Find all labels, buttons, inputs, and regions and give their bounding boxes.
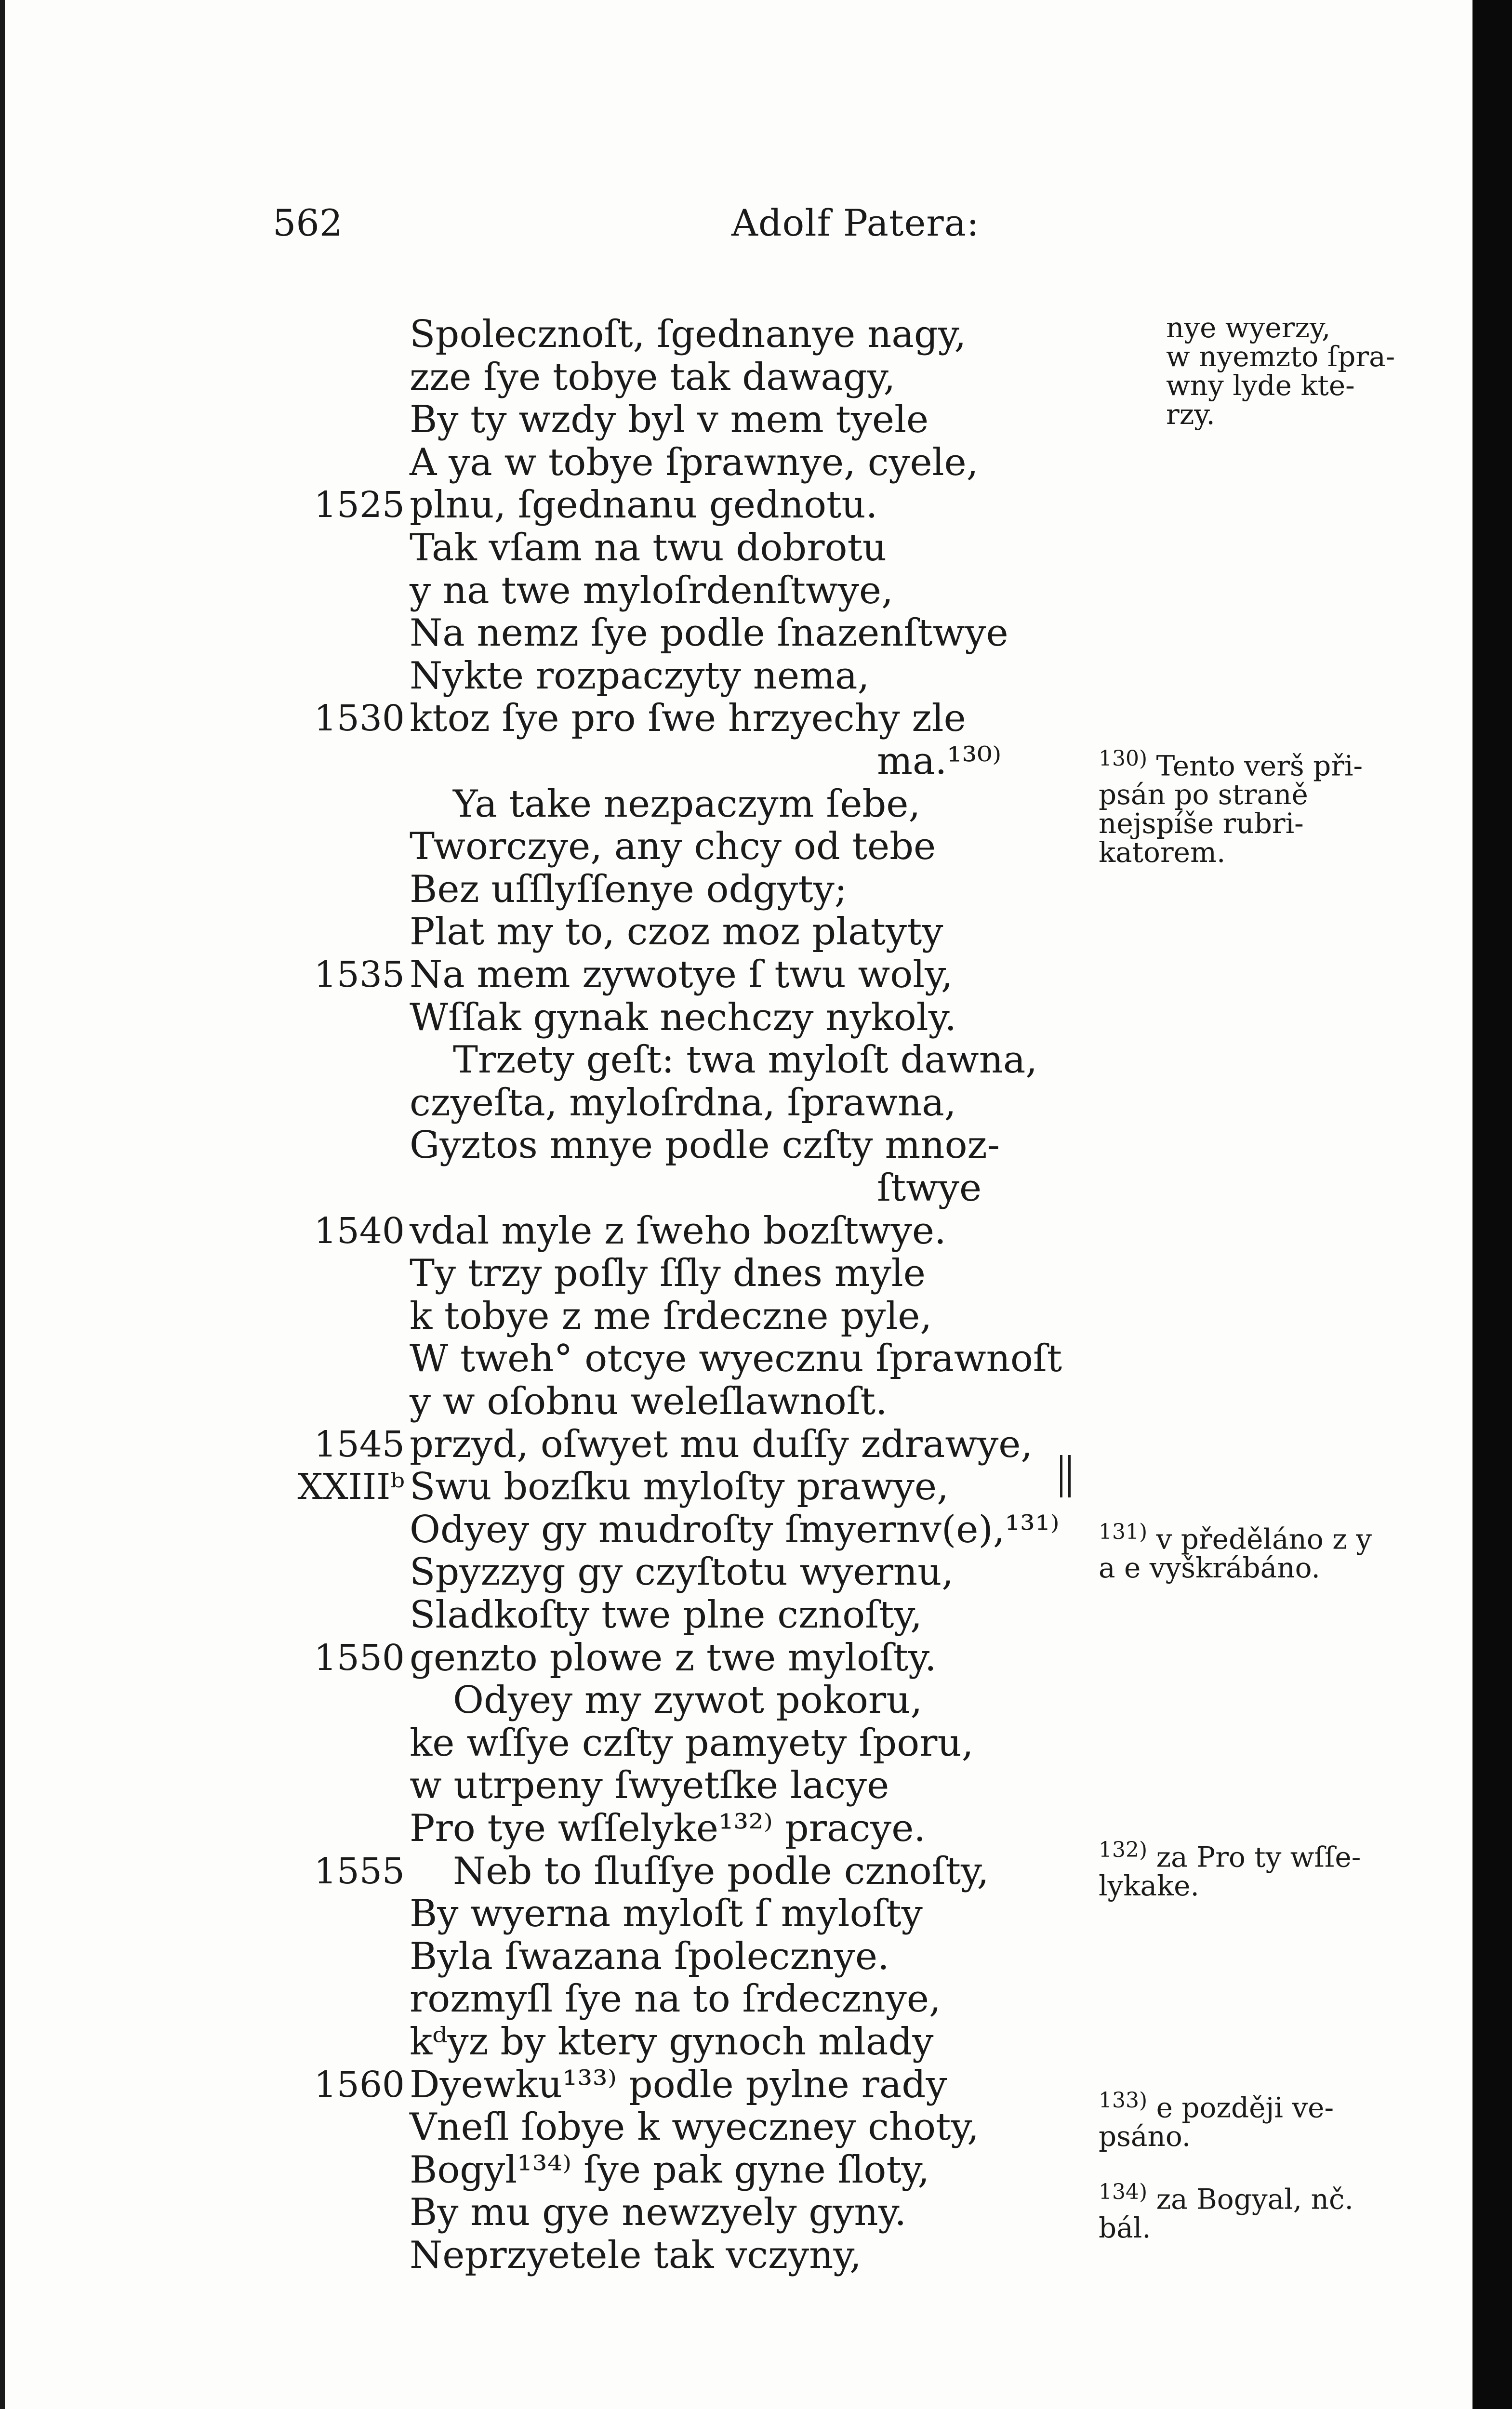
verse-line xyxy=(0,612,1060,654)
note-line: rzy. xyxy=(1166,398,1215,431)
verse-text: Spolecznoſt, ſgednanye nagy, xyxy=(410,313,967,356)
verse-text: A ya w tobye ſprawnye, cyele, xyxy=(410,440,979,484)
verse-text: Wſſak gynak nechczy nykoly. xyxy=(410,995,957,1039)
verse-text: Plat my to, czoz moz platyty xyxy=(410,910,943,954)
verse-text: Nykte rozpaczyty nema, xyxy=(410,654,870,698)
verse-line xyxy=(0,697,1060,740)
verse-text: zze ſye tobye tak dawagy, xyxy=(410,355,896,399)
verse-line xyxy=(0,1380,1060,1423)
note-line: nejspíše rubri- xyxy=(1099,807,1304,840)
note-marker: 134) xyxy=(1099,2180,1148,2204)
verse-text: Swu bozſku myloſty prawye, xyxy=(410,1465,949,1509)
line-number: 1540 xyxy=(314,1210,405,1252)
verse-text: y w oſobnu weleſlawnoſt. xyxy=(410,1380,888,1423)
verse-text: k tobye z me ſrdeczne pyle, xyxy=(410,1294,932,1338)
verse-text: ſtwye xyxy=(877,1166,982,1210)
verse-text: Bogyl¹³⁴⁾ ſye pak gyne ſloty, xyxy=(410,2148,930,2192)
verse-line xyxy=(0,2106,1060,2148)
verse-text: Byla ſwazana ſpolecznye. xyxy=(410,1934,889,1978)
verse-line xyxy=(0,2149,1060,2191)
verse-line xyxy=(0,1124,1060,1166)
verse-line xyxy=(0,1039,1060,1081)
note-line: Tento verš při- xyxy=(1156,749,1363,782)
verse-text: Neprzyetele tak vczyny, xyxy=(410,2234,862,2277)
verse-text: przyd, oſwyet mu duſſy zdrawye, xyxy=(410,1422,1033,1466)
note-line: katorem. xyxy=(1099,836,1226,869)
note-marker: 132) xyxy=(1099,1838,1148,1862)
note-line: w nyemzto ſpra- xyxy=(1166,340,1395,373)
margin-note xyxy=(1166,313,1455,429)
note-line: nye wyerzy, xyxy=(1166,311,1331,344)
verse-line xyxy=(0,527,1060,569)
verse-line xyxy=(0,1295,1060,1337)
verse-text: ke wſſye czſty pamyety ſporu, xyxy=(410,1721,974,1765)
verse-line xyxy=(0,1423,1060,1466)
line-number: 1560 xyxy=(314,2064,405,2105)
line-number: 1535 xyxy=(314,954,405,995)
verse-line xyxy=(0,1551,1060,1593)
note-line: a e vyškrábáno. xyxy=(1099,1551,1320,1585)
verse-line xyxy=(0,1722,1060,1764)
verse-line xyxy=(0,783,1060,825)
verse-text: Neb to ſluſſye podle cznoſty, xyxy=(453,1849,989,1893)
verse-text: rozmyſl ſye na to ſrdecznye, xyxy=(410,1977,941,2021)
note-line: za Pro ty wſſe- xyxy=(1156,1840,1361,1874)
verse-line xyxy=(0,1210,1060,1252)
line-number: XXIIIᵇ xyxy=(297,1466,405,1508)
verse-text: Ty trzy poſly ſſly dnes myle xyxy=(410,1252,926,1296)
verse-line xyxy=(0,441,1060,484)
verse-text: W tweh° otcye wyecznu ſprawnoſt xyxy=(410,1337,1062,1381)
line-number: 1530 xyxy=(314,698,405,740)
note-line: bál. xyxy=(1099,2211,1151,2245)
margin-note xyxy=(1099,2086,1446,2151)
verse-text: Pro tye wſſelyke¹³²⁾ pracye. xyxy=(410,1807,926,1850)
verse-line xyxy=(0,1594,1060,1636)
verse-line xyxy=(0,825,1060,868)
verse-line xyxy=(0,1679,1060,1721)
verse-text: ma.¹³⁰⁾ xyxy=(877,740,1002,783)
verse-text: Dyewku¹³³⁾ podle pylne rady xyxy=(410,2063,947,2106)
verse-line xyxy=(0,1637,1060,1679)
note-line: psán po straně xyxy=(1099,778,1308,811)
verse-line xyxy=(0,1082,1060,1124)
verse-text: Tak vſam na twu dobrotu xyxy=(410,526,887,569)
verse-text: By ty wzdy byl v mem tyele xyxy=(410,398,929,442)
note-line: lykake. xyxy=(1099,1869,1199,1903)
verse-text: w utrpeny ſwyetſke lacye xyxy=(410,1764,889,1808)
verse-line xyxy=(0,2234,1060,2277)
verse-line xyxy=(0,1509,1060,1551)
verse-line xyxy=(0,1850,1060,1893)
verse-text: Spyzzyg gy czyſtotu wyernu, xyxy=(410,1550,954,1594)
verse-line xyxy=(0,1466,1060,1508)
verse-text: Ya take nezpaczym ſebe, xyxy=(453,782,921,826)
verse-text: By wyerna myloſt ſ myloſty xyxy=(410,1892,923,1936)
note-line: za Bogyal, nč. xyxy=(1156,2183,1353,2216)
verse-text: Vneſl ſobye k wyeczney choty, xyxy=(410,2105,979,2149)
verse-text: y na twe myloſrdenſtwye, xyxy=(410,569,893,612)
verse-line xyxy=(0,1764,1060,1807)
verse-line xyxy=(0,2191,1060,2234)
verse-line xyxy=(0,1893,1060,1935)
verse-line xyxy=(0,356,1060,398)
scan-edge-right xyxy=(1472,0,1512,2409)
verse-line xyxy=(0,1337,1060,1380)
margin-note xyxy=(1099,1836,1446,1903)
verse-text: Sladkoſty twe plne cznoſty, xyxy=(410,1593,922,1637)
line-number: 1550 xyxy=(314,1637,405,1679)
verse-text: Odyey gy mudroſty ſmyernv(e),¹³¹⁾ xyxy=(410,1508,1060,1551)
line-number: 1555 xyxy=(314,1850,405,1892)
note-marker: 131) xyxy=(1099,1520,1148,1544)
verse-line xyxy=(0,655,1060,697)
note-marker: 130) xyxy=(1099,746,1148,771)
verse-text: Na mem zywotye ſ twu woly, xyxy=(410,953,953,996)
note-line: e později ve- xyxy=(1156,2091,1334,2124)
verse-line xyxy=(0,2064,1060,2106)
line-number: 1545 xyxy=(314,1423,405,1465)
verse-text: Na nemz ſye podle ſnazenſtwye xyxy=(410,611,1008,655)
note-line: v předěláno z y xyxy=(1156,1522,1372,1556)
verse-text: czyeſta, myloſrdna, ſprawna, xyxy=(410,1081,956,1125)
verse-line xyxy=(0,484,1060,526)
verse-line xyxy=(0,1935,1060,1978)
verse-text: Gyztos mnye podle czſty mnoz- xyxy=(410,1124,1000,1167)
note-marker: 133) xyxy=(1099,2088,1148,2113)
line-number: 1525 xyxy=(314,484,405,526)
verse-line xyxy=(0,398,1060,441)
margin-note xyxy=(1099,2178,1446,2245)
verse-text: Tworczye, any chcy od tebe xyxy=(410,825,936,869)
verse-text: plnu, ſgednanu gednotu. xyxy=(410,483,878,527)
verse-text: By mu gye newzyely gyny. xyxy=(410,2191,907,2235)
verse-text: ktoz ſye pro ſwe hrzyechy zle xyxy=(410,697,966,741)
page-number: 562 xyxy=(273,201,343,244)
folio-divider-mark xyxy=(1060,1455,1071,1497)
verse-line xyxy=(0,911,1060,953)
note-line: wny lyde kte- xyxy=(1166,369,1355,402)
verse-line xyxy=(0,569,1060,612)
note-line: psáno. xyxy=(1099,2120,1191,2153)
verse-text: kᵈyz by ktery gynoch mlady xyxy=(410,2020,934,2064)
verse-line xyxy=(0,1167,1060,1209)
verse-line xyxy=(0,1807,1060,1850)
verse-line xyxy=(0,1252,1060,1295)
margin-note xyxy=(1099,744,1446,867)
verse-line xyxy=(0,868,1060,911)
verse-line xyxy=(0,740,1060,782)
verse-line xyxy=(0,996,1060,1039)
verse-line xyxy=(0,953,1060,996)
verse-text: Odyey my zywot pokoru, xyxy=(453,1679,923,1722)
verse-line xyxy=(0,2021,1060,2063)
verse-line xyxy=(0,313,1060,356)
verse-line xyxy=(0,1978,1060,2020)
verse-text: Bez uſſlyſſenye odgyty; xyxy=(410,867,848,911)
verse-text: genzto plowe z twe myloſty. xyxy=(410,1636,937,1680)
verse-text: Trzety geſt: twa myloſt dawna, xyxy=(453,1038,1038,1082)
margin-note xyxy=(1099,1518,1450,1585)
verse-text: vdal myle z ſweho bozſtwye. xyxy=(410,1209,946,1253)
running-title: Adolf Patera: xyxy=(731,201,980,244)
